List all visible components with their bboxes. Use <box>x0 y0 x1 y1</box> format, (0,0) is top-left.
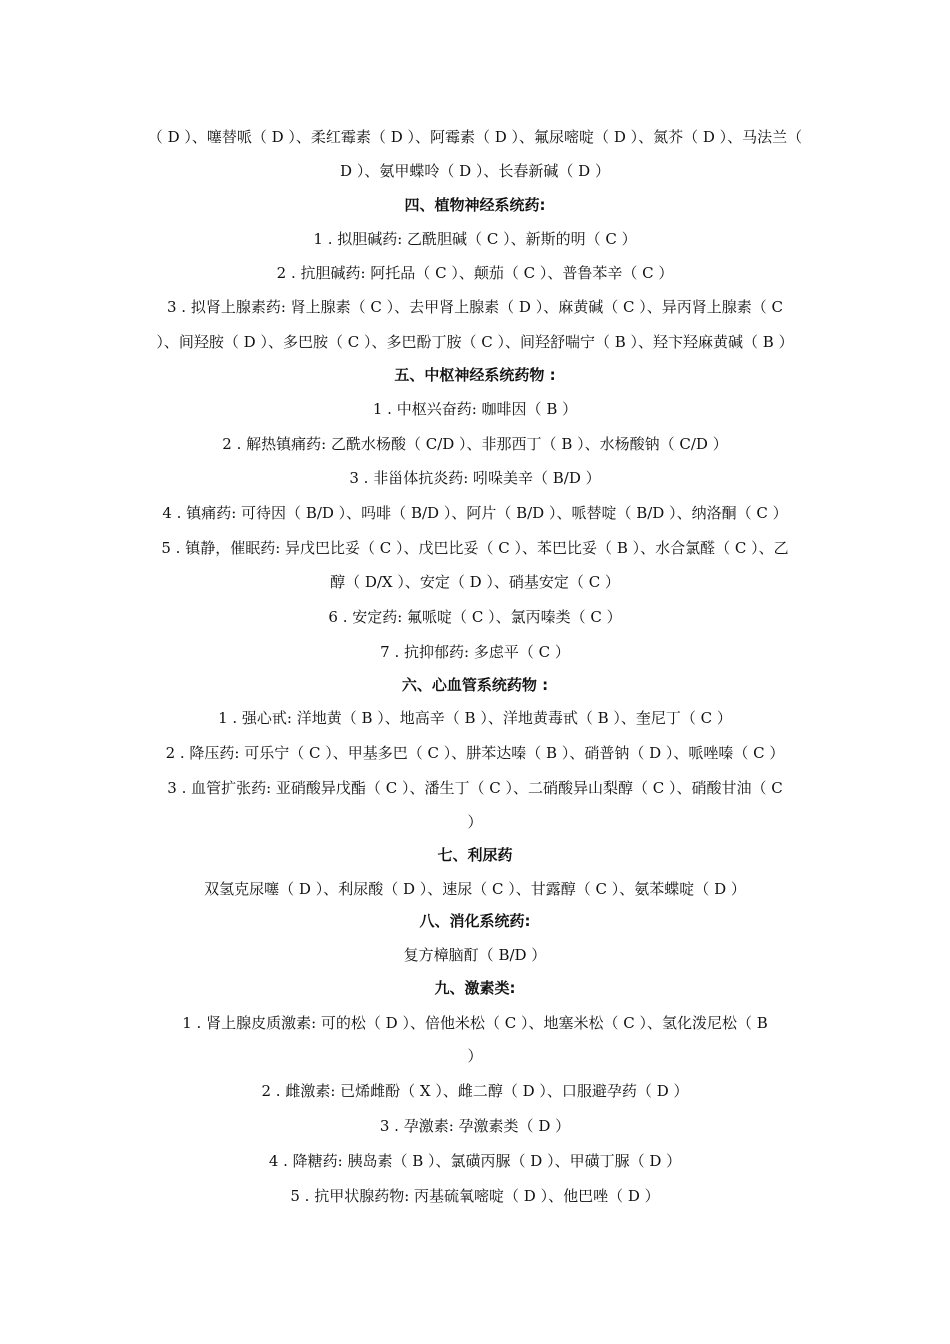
text-line: 1 . 拟胆碱药: 乙酰胆碱（ C ）、新斯的明（ C ） <box>313 230 637 248</box>
text-line: ） <box>467 813 483 831</box>
text-line: 1 . 中枢兴奋药: 咖啡因（ B ） <box>372 400 578 418</box>
text-line: 5 . 镇静，催眠药: 异戊巴比妥（ C ）、戊巴比妥（ C ）、苯巴比妥（ B ）、水合氯醛（ C ）、乙 <box>161 539 789 557</box>
text-line: 4 . 镇痛药: 可待因（ B/D ）、吗啡（ B/D ）、阿片（ B/D ）、哌替啶（ B/D ）、纳洛酮（ C ） <box>162 504 788 522</box>
text-line: 2 . 抗胆碱药: 阿托品（ C ）、颠茄（ C ）、普鲁苯辛（ C ） <box>276 264 674 282</box>
text-line: D ）、氨甲蝶呤（ D ）、长春新碱（ D ） <box>340 162 610 180</box>
text-line: 5 . 抗甲状腺药物: 丙基硫氧嘧啶（ D ）、他巴唑（ D ） <box>290 1187 660 1205</box>
text-line: 2 . 降压药: 可乐宁（ C ）、甲基多巴（ C ）、肼苯达嗪（ B ）、硝普钠（ D ）、哌唑嗪（ C ） <box>165 744 785 762</box>
text-line: ）、间羟胺（ D ）、多巴胺（ C ）、多巴酚丁胺（ C ）、间羟舒喘宁（ B ）、羟卞羟麻黄碱（ B ） <box>156 333 794 351</box>
text-line: 3 . 孕激素: 孕激素类（ D ） <box>379 1117 571 1135</box>
text-line: 1 . 肾上腺皮质激素: 可的松（ D ）、倍他米松（ C ）、地塞米松（ C ）、氢化泼尼松（ B <box>182 1014 768 1032</box>
text-line: ） <box>467 1047 483 1065</box>
text-line: 1 . 强心甙: 洋地黄（ B ）、地高辛（ B ）、洋地黄毒甙（ B ）、奎尼丁（ C ） <box>218 709 732 727</box>
text-line: 4 . 降糖药: 胰岛素（ B ）、氯磺丙脲（ D ）、甲磺丁脲（ D ） <box>268 1152 682 1170</box>
text-line: 复方樟脑酊（ B/D ） <box>403 946 547 964</box>
text-line: 3 . 拟肾上腺素药: 肾上腺素（ C ）、去甲肾上腺素（ D ）、麻黄碱（ C ）、异丙肾上腺素（ C <box>166 298 783 316</box>
text-line: 2 . 雌激素: 已烯雌酚（ X ）、雌二醇（ D ）、口服避孕药（ D ） <box>261 1082 689 1100</box>
text-line: （ D ）、噻替哌（ D ）、柔红霉素（ D ）、阿霉素（ D ）、氟尿嘧啶（ D ）、氮芥（ D ）、马法兰（ <box>147 128 803 146</box>
section-heading: 六、心血管系统药物 : <box>401 676 549 694</box>
section-heading: 四、植物神经系统药: <box>404 196 546 214</box>
text-line: 2 . 解热镇痛药: 乙酰水杨酸（ C/D ）、非那西丁（ B ）、水杨酸钠（ C/D ） <box>222 435 728 453</box>
text-line: 7 . 抗抑郁药: 多虑平（ C ） <box>380 643 570 661</box>
section-heading: 五、中枢神经系统药物 : <box>394 366 556 384</box>
text-line: 3 . 非甾体抗炎药: 吲哚美辛（ B/D ） <box>349 469 601 487</box>
text-line: 3 . 血管扩张药: 亚硝酸异戊酯（ C ）、潘生丁（ C ）、二硝酸异山梨醇（ C ）、硝酸甘油（ C <box>167 779 783 797</box>
text-line: 双氢克尿噻（ D ）、利尿酸（ D ）、速尿（ C ）、甘露醇（ C ）、氨苯蝶啶（ D ） <box>204 880 746 898</box>
text-line: 醇（ D/X ）、安定（ D ）、硝基安定（ C ） <box>330 573 620 591</box>
text-line: 6 . 安定药: 氟哌啶（ C ）、氯丙嗪类（ C ） <box>328 608 622 626</box>
section-heading: 七、利尿药 <box>437 846 513 864</box>
section-heading: 八、消化系统药: <box>419 912 531 930</box>
section-heading: 九、激素类: <box>434 979 516 997</box>
